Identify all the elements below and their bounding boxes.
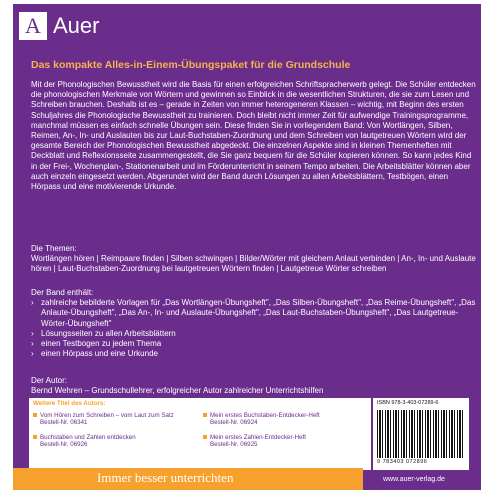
list-item: › einen Testbogen zu jedem Thema [31,339,162,349]
list-item: › zahlreiche bebilderte Vorlagen für „Das Wortlängen-Übungsheft", „Das Silben-Übungsheft", „Das Reime-Übungsheft", „Das Anlaute-Übungsheft", „Das An-, In- und Auslaute-Übungsheft", „Das Laut-Buchstaben-Übungsheft", „Das Lautgetreue-Wörter-Übungsheft" [31,298,476,328]
bullet-icon [203,413,207,417]
list-item: › einen Hörpass und eine Urkunde [31,349,158,359]
barcode-bars [377,410,465,458]
isbn-text: ISBN 978-3-403-07289-6 [377,400,439,406]
author-heading: Der Autor: [31,376,68,385]
themes-text: Wortlängen hören | Reimpaare finden | Silben schwingen | Bilder/Wörter mit gleichem Anlaut verbinden | An-, In- und Auslaute hören | Laut-Buchstaben-Zuordnung bei lautgetreuen Wörtern finden | Lautgetreue Wörter schreiben [31,254,476,274]
themes-section [31,244,477,275]
publisher-url: www.auer-verlag.de [383,476,445,483]
arrow-icon: › [31,349,34,359]
description-text: Mit der Phonologischen Bewusstheit wird die Basis für einen erfolgreichen Schriftspracherwerb gelegt. Die Schüler entdecken die phonologischen Merkmale von Wörtern und gewinnen so Einblick in die wesentlichen Strukturen, die sie zum Lesen und Schreiben brauchen. Deshalb ist es – gerade in Zeiten von immer heterogeneren Klassen – wichtig, mit Beginn des ersten Schuljahres die Phonologische Bewusstheit zu trainieren. Doch bleibt nicht immer Zeit für aufwendige Trainingsprogramme, manchmal müssen es einfach schnelle Übungen sein. Diese finden Sie in vorliegendem Band: Von Wortlängen, Silben, Reimen, An-, In- und Auslauten bis zur Laut-Buchstaben-Zuordnung und dem Schreiben von lautgetreuen Wörtern wird der gesamte Bereich der Phonologischen Bewusstheit abgedeckt. Die einzelnen Aspekte sind in kleinen Themenheften mit Deckblatt und Reflexionsseite zusammengestellt, die Sie ganz bequem für die Schüler kopieren können. So kann jedes Kind in der Frei-, Wochenplan-, Stationenarbeit und im Förderunterricht in seinem Tempo arbeiten. Die Arbeitsblätter können aber auch einzeln eingesetzt werden. Abgerundet wird der Band durch Lösungen zu allen Arbeitsblättern, Testbögen, einen Hörpass und eine motivierende Urkunde. [31,80,476,192]
author-section [31,376,477,396]
arrow-icon: › [31,339,34,349]
arrow-icon: › [31,328,34,338]
bullet-icon [33,413,37,417]
auer-logo [13,12,99,40]
contents-section [31,288,477,359]
book-back-cover [13,4,481,490]
arrow-icon: › [31,298,34,308]
themes-heading: Die Themen: [31,244,77,253]
barcode-number: 9 783403 072896 [377,459,428,465]
bullet-icon [33,435,37,439]
auer-logo-icon: A [19,12,47,40]
list-item: › Lösungsseiten zu allen Arbeitsblättern [31,328,176,338]
barcode [373,398,469,470]
bullet-icon [203,435,207,439]
other-titles-heading: Weitere Titel des Autors: [33,400,106,407]
book-entry: Buchstaben und Zahlen entdecken Bestell-Nr. 06926 [33,434,193,449]
author-text: Bernd Wehren – Grundschullehrer, erfolgreicher Autor zahlreicher Unterrichtshilfen [31,386,324,396]
other-titles-box [29,398,371,470]
tagline: Das kompakte Alles-in-Einem-Übungspaket für die Grundschule [31,59,351,71]
auer-logo-text: Auer [53,13,100,38]
slogan-band [13,468,363,490]
book-entry: Mein erstes Zahlen-Entdecker-Heft Bestell-Nr. 06925 [203,434,363,449]
book-entry: Vom Hören zum Schreiben – vom Laut zum Satz Bestell-Nr. 06341 [33,412,193,427]
book-entry: Mein erstes Buchstaben-Entdecker-Heft Bestell-Nr. 06924 [203,412,363,427]
contents-heading: Der Band enthält: [31,288,94,297]
slogan-text: Immer besser unterrichten [97,470,234,485]
